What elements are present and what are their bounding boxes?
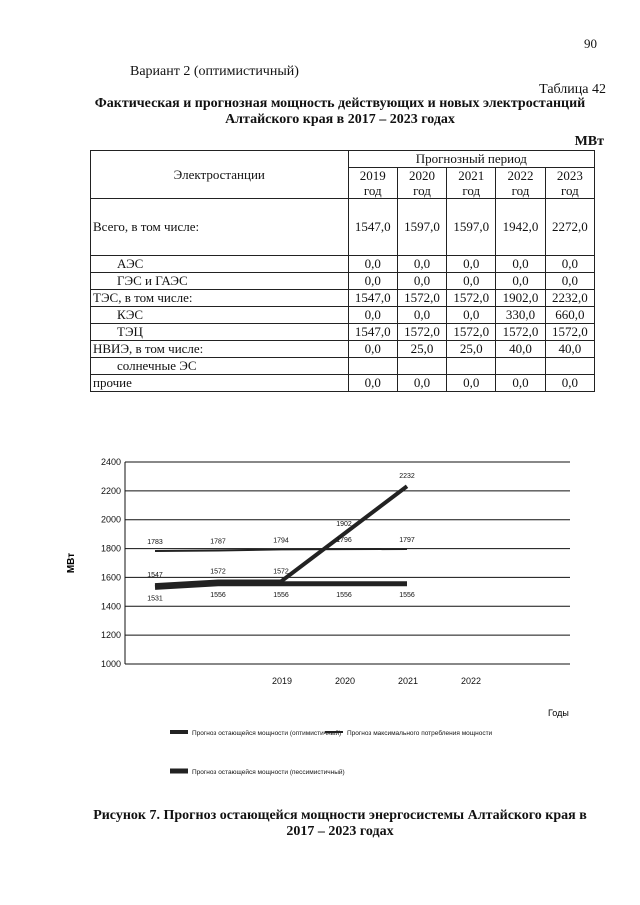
row-value: 0,0 <box>397 375 446 392</box>
table-row <box>91 256 595 273</box>
row-value: 1902,0 <box>496 290 545 307</box>
header-year-2020 <box>397 168 446 199</box>
table-title-line-1: Фактическая и прогнозная мощность действующих и новых электростанций <box>94 96 586 111</box>
year-value: 2019 <box>359 168 386 183</box>
y-tick-label: 2200 <box>100 485 121 496</box>
row-value: 660,0 <box>545 307 594 324</box>
row-value: 1597,0 <box>397 199 446 256</box>
row-value <box>545 358 594 375</box>
table-row <box>91 375 595 392</box>
header-year-2023 <box>545 168 594 199</box>
row-value: 0,0 <box>348 307 397 324</box>
year-unit: год <box>413 183 431 198</box>
data-label: 1531 <box>147 595 163 603</box>
series-line <box>155 584 407 588</box>
capacity-table <box>90 150 595 392</box>
y-tick-label: 1000 <box>100 659 121 669</box>
row-value: 2232,0 <box>545 290 594 307</box>
table-row <box>91 273 595 290</box>
row-label: Всего, в том числе: <box>91 199 349 256</box>
data-label: 1572 <box>210 568 226 576</box>
table-number: Таблица 42 <box>539 82 606 97</box>
table-title-line-2: Алтайского края в 2017 – 2023 годах <box>225 112 455 127</box>
row-value: 0,0 <box>348 341 397 358</box>
data-label: 1794 <box>273 537 289 545</box>
table-row <box>91 358 595 375</box>
row-value: 0,0 <box>447 307 496 324</box>
year-value: 2020 <box>408 168 435 183</box>
row-value: 1547,0 <box>348 324 397 341</box>
capacity-forecast-chart <box>60 448 580 783</box>
table-body <box>91 199 595 392</box>
row-value: 1597,0 <box>447 199 496 256</box>
row-value: 1942,0 <box>496 199 545 256</box>
header-year-2022 <box>496 168 545 199</box>
row-value: 2272,0 <box>545 199 594 256</box>
year-unit: год <box>560 183 579 198</box>
row-label: ТЭЦ <box>91 324 349 341</box>
figure-caption-line-1: Рисунок 7. Прогноз остающейся мощности энергосистемы Алтайского края в <box>93 808 587 823</box>
row-label: АЭС <box>91 256 349 273</box>
row-label: ТЭС, в том числе: <box>91 290 349 307</box>
row-value: 25,0 <box>397 341 446 358</box>
row-label: солнечные ЭС <box>91 358 349 375</box>
variant-heading: Вариант 2 (оптимистичный) <box>130 64 299 79</box>
row-value: 1572,0 <box>496 324 545 341</box>
table-row <box>91 199 595 256</box>
y-tick-label: 2000 <box>100 514 121 525</box>
x-axis-label: Годы <box>548 708 569 718</box>
row-value: 25,0 <box>447 341 496 358</box>
row-value: 0,0 <box>447 256 496 273</box>
data-label: 1783 <box>147 539 163 547</box>
row-value: 1547,0 <box>348 199 397 256</box>
x-tick-label: 2020 <box>334 676 356 686</box>
year-value: 2023 <box>556 168 583 183</box>
year-unit: год <box>462 183 481 198</box>
figure-caption <box>60 808 620 840</box>
row-value: 1572,0 <box>545 324 594 341</box>
data-label: 1572 <box>273 568 289 576</box>
year-value: 2021 <box>458 168 485 183</box>
row-value: 330,0 <box>496 307 545 324</box>
row-value: 0,0 <box>397 273 446 290</box>
row-value <box>496 358 545 375</box>
data-label: 1556 <box>273 591 289 599</box>
row-value: 0,0 <box>348 256 397 273</box>
row-value: 1572,0 <box>397 290 446 307</box>
data-label: 1556 <box>336 591 352 599</box>
data-label: 1902 <box>336 520 352 528</box>
data-label: 1796 <box>336 537 352 545</box>
row-label: КЭС <box>91 307 349 324</box>
series-line <box>155 549 407 551</box>
page-number: 90 <box>584 36 597 51</box>
legend-entry: Прогноз остающейся мощности (оптимистичный) <box>192 730 342 737</box>
data-label: 1797 <box>399 537 415 545</box>
row-value: 0,0 <box>496 375 545 392</box>
y-tick-label: 1400 <box>100 601 121 612</box>
year-unit: год <box>363 183 382 198</box>
header-stations: Электростанции <box>91 151 349 199</box>
unit-label: МВт <box>574 134 604 149</box>
row-value: 0,0 <box>397 307 446 324</box>
table-row <box>91 290 595 307</box>
figure-caption-line-2: 2017 – 2023 годах <box>286 824 394 839</box>
row-value: 0,0 <box>545 273 594 290</box>
row-value: 40,0 <box>496 341 545 358</box>
y-tick-label: 1800 <box>100 543 121 554</box>
row-value: 0,0 <box>545 256 594 273</box>
table-row <box>91 341 595 358</box>
row-value: 0,0 <box>496 273 545 290</box>
data-label: 1556 <box>210 591 226 599</box>
row-label: НВИЭ, в том числе: <box>91 341 349 358</box>
header-period: Прогнозный период <box>348 151 594 168</box>
row-value <box>397 358 446 375</box>
row-value: 0,0 <box>397 256 446 273</box>
row-label: прочие <box>91 375 349 392</box>
year-unit: год <box>511 183 530 198</box>
header-year-2019 <box>348 168 397 199</box>
y-tick-label: 1200 <box>100 630 121 641</box>
row-label: ГЭС и ГАЭС <box>91 273 349 290</box>
row-value: 1572,0 <box>447 290 496 307</box>
row-value: 0,0 <box>348 375 397 392</box>
data-label: 1787 <box>210 538 226 546</box>
table-row <box>91 324 595 341</box>
x-tick-label: 2019 <box>271 676 293 686</box>
header-year-2021 <box>447 168 496 199</box>
row-value: 0,0 <box>348 273 397 290</box>
legend-entry: Прогноз остающейся мощности (пессимистичный) <box>192 769 345 776</box>
row-value: 0,0 <box>447 375 496 392</box>
legend-entry: Прогноз максимального потребления мощности <box>347 730 493 737</box>
data-label: 2232 <box>399 473 415 481</box>
row-value <box>447 358 496 375</box>
year-value: 2022 <box>507 168 534 183</box>
row-value <box>348 358 397 375</box>
x-tick-label: 2022 <box>460 676 482 686</box>
row-value: 0,0 <box>545 375 594 392</box>
row-value: 1572,0 <box>397 324 446 341</box>
y-axis-label: МВт <box>66 552 77 574</box>
table-title <box>60 96 620 128</box>
row-value: 0,0 <box>496 256 545 273</box>
data-label: 1547 <box>147 572 163 580</box>
y-tick-label: 2400 <box>100 457 121 467</box>
data-label: 1556 <box>399 591 415 599</box>
row-value: 1547,0 <box>348 290 397 307</box>
x-tick-label: 2021 <box>397 676 419 686</box>
y-tick-label: 1600 <box>100 572 121 583</box>
row-value: 40,0 <box>545 341 594 358</box>
table-row <box>91 307 595 324</box>
row-value: 0,0 <box>447 273 496 290</box>
row-value: 1572,0 <box>447 324 496 341</box>
